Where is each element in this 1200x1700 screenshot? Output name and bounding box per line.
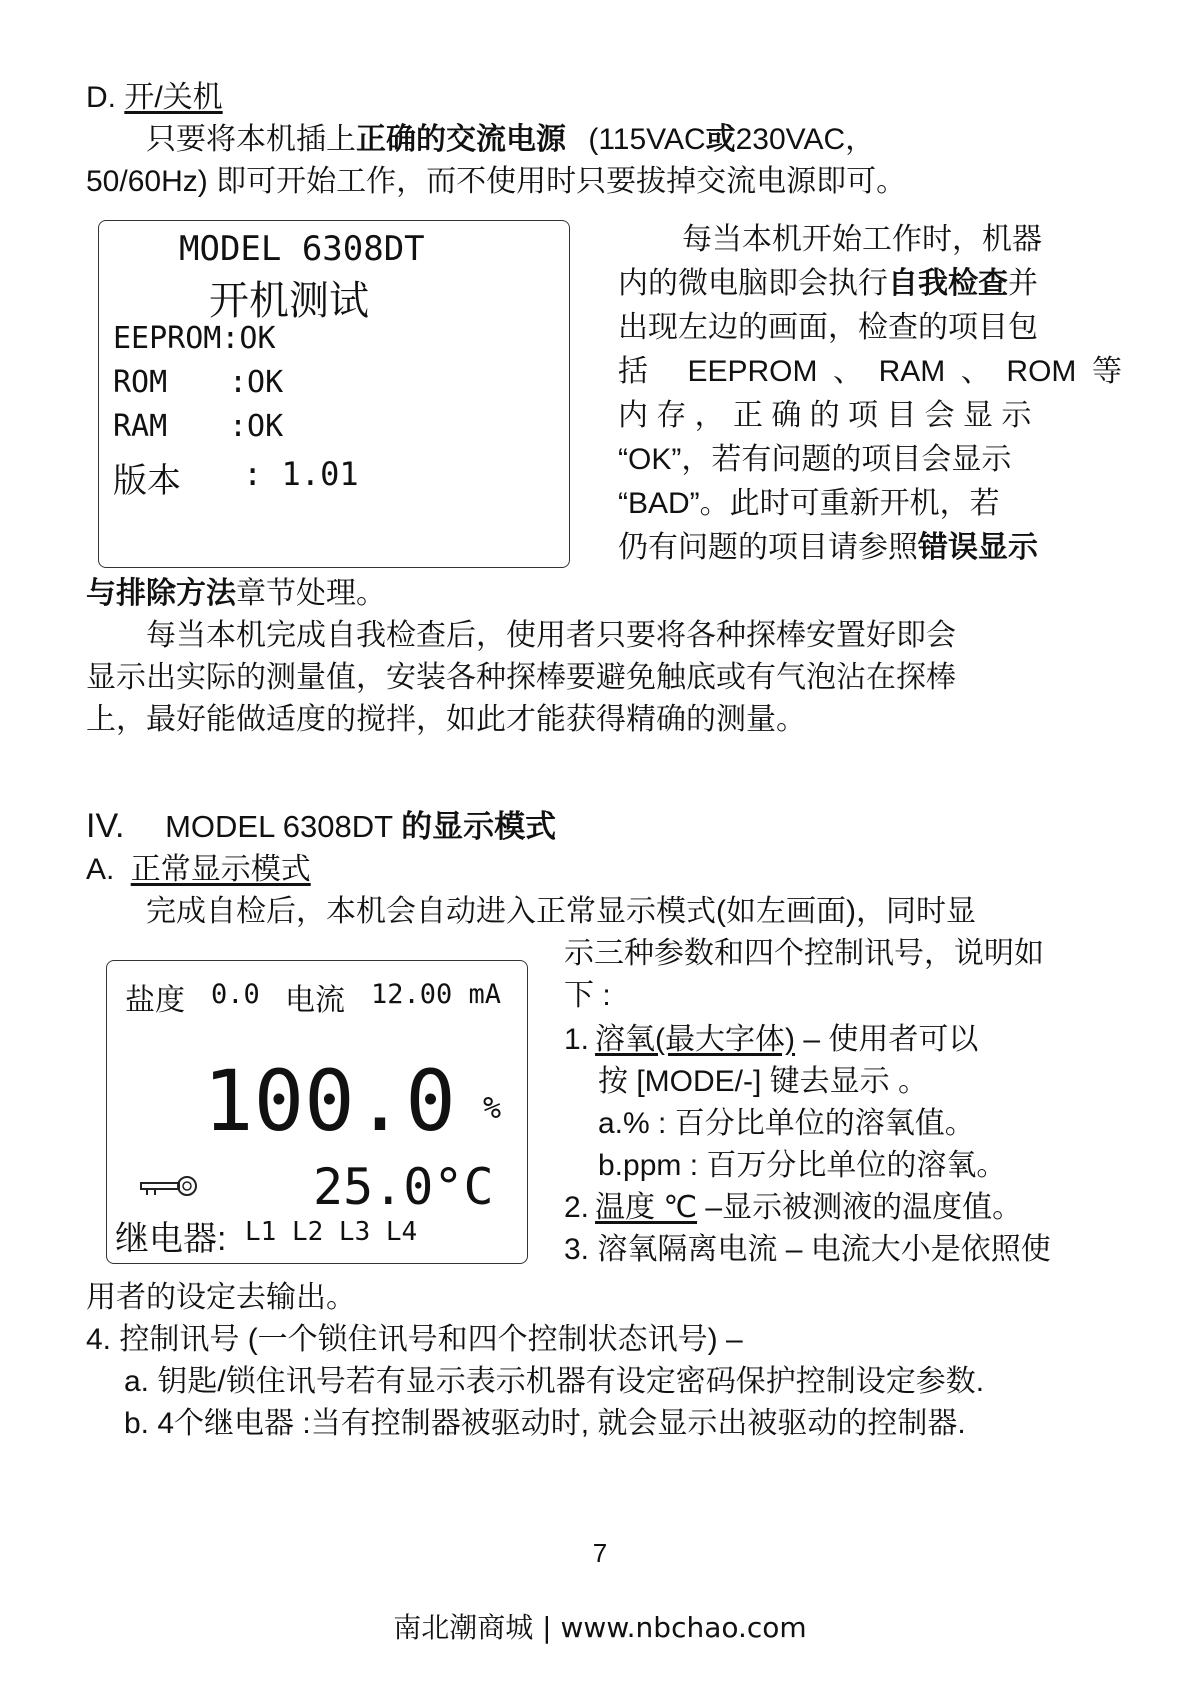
lcd2-relay-label: 继电器: xyxy=(115,1220,227,1258)
section-iv-number: IV. xyxy=(86,807,125,845)
desc-line-2 xyxy=(618,262,1122,306)
bold-error-2: 与排除方法 xyxy=(86,577,236,610)
list-item-1 xyxy=(564,1018,978,1062)
lcd2-temperature: 25.0°C xyxy=(313,1158,494,1216)
page-number: 7 xyxy=(592,1538,608,1568)
desc-line-2-tail: 并 xyxy=(1008,267,1038,300)
lcd-selftest-screen xyxy=(98,220,570,568)
item1-rest: – 使用者可以 xyxy=(795,1023,979,1056)
section-iv-title-model: MODEL 6308DT xyxy=(165,809,393,844)
lcd2-main-value: 100.0 xyxy=(203,1052,456,1150)
desc-line-6: “OK”，若有问题的项目会显示 xyxy=(618,443,1012,476)
section-a-line3: 下 : xyxy=(564,979,611,1012)
lcd1-version-label: 版本 xyxy=(113,462,181,500)
desc-line-5: 内 存 ， 正 确 的 项 目 会 显 示 xyxy=(618,399,1032,432)
desc-line-1: 每当本机开始工作时，机器 xyxy=(682,223,1042,256)
section-a-title: 正常显示模式 xyxy=(130,853,311,886)
section-d-heading xyxy=(86,76,223,120)
footer-site: 南北潮商城 | www.nbchao.com xyxy=(393,1611,807,1644)
lcd1-rom-value: :OK xyxy=(229,365,284,400)
lcd1-title: 开机测试 xyxy=(209,279,369,323)
lcd2-current-value: 12.00 mA xyxy=(371,979,502,1010)
bold-error: 错误显示 xyxy=(918,531,1038,564)
error-ref-line xyxy=(86,572,386,616)
list-item-2 xyxy=(564,1186,1022,1230)
p1-text-a: 只要将本机插上 xyxy=(146,123,356,156)
desc-line-7: “BAD”。此时可重新开机，若 xyxy=(618,487,1000,520)
section-a-line1: 完成自检后，本机会自动进入正常显示模式(如左画面)，同时显 xyxy=(146,895,976,928)
item2-number: 2. xyxy=(564,1191,590,1224)
p3-line1: 每当本机完成自我检查后，使用者只要将各种探棒安置好即会 xyxy=(146,619,956,652)
list-item-3: 3. 溶氧隔离电流 – 电流大小是依照使 xyxy=(564,1233,1051,1266)
section-iv-heading xyxy=(86,804,556,849)
lcd2-main-unit: % xyxy=(483,1091,502,1126)
selftest-desc xyxy=(618,218,1122,570)
lcd1-ram-label: RAM xyxy=(113,409,168,444)
section-a-line2: 示三种参数和四个控制讯号，说明如 xyxy=(564,937,1044,970)
section-a-prefix: A. xyxy=(86,853,115,886)
item3-line2: 用者的设定去输出。 xyxy=(86,1281,356,1314)
p1-bold-or: 或 xyxy=(705,123,736,156)
lcd2-current-label: 电流 xyxy=(285,984,345,1017)
list-item-4: 4. 控制讯号 (一个锁住讯号和四个控制状态讯号) – xyxy=(86,1323,743,1356)
p1-bold-power: 正确的交流电源 xyxy=(356,123,566,156)
bold-selfcheck: 自我检查 xyxy=(888,267,1008,300)
desc-line-4: 括 EEPROM、RAM、ROM等 xyxy=(618,355,1122,388)
power-paragraph-line2: 50/60Hz) 即可开始工作，而不使用时只要拔掉交流电源即可。 xyxy=(86,165,907,198)
lcd1-rom-label: ROM xyxy=(113,365,168,400)
section-a-heading xyxy=(86,848,311,892)
error-ref-tail: 章节处理。 xyxy=(236,577,386,610)
lcd1-ram-value: :OK xyxy=(229,409,284,444)
power-paragraph-line1 xyxy=(146,118,875,162)
item1-title: 溶氧(最大字体) xyxy=(595,1023,796,1056)
item1-line2: 按 [MODE/-] 键去显示 。 xyxy=(598,1065,928,1098)
p1-text-e: 230VAC， xyxy=(735,123,876,156)
lcd2-relays: L1 L2 L3 L4 xyxy=(245,1217,418,1247)
item1-sub-a: a.% : 百分比单位的溶氧值。 xyxy=(598,1107,975,1140)
lcd1-model: MODEL 6308DT xyxy=(179,229,425,269)
section-d-title: 开/关机 xyxy=(124,81,223,114)
desc-line-2-text: 内的微电脑即会执行 xyxy=(618,267,888,300)
lcd2-salt-value: 0.0 xyxy=(211,979,260,1010)
item1-number: 1. xyxy=(564,1023,590,1056)
item2-rest: –显示被测液的温度值。 xyxy=(697,1191,1023,1224)
p3-line2: 显示出实际的测量值，安装各种探棒要避免触底或有气泡沾在探棒 xyxy=(86,661,956,694)
item4-sub-b: b. 4个继电器 :当有控制器被驱动时, 就会显示出被驱动的控制器. xyxy=(124,1407,966,1440)
item2-title: 温度 ℃ xyxy=(595,1191,698,1224)
p1-text-c: (115VAC xyxy=(588,123,706,156)
lcd1-eeprom: EEPROM:OK xyxy=(113,321,276,356)
lcd2-salt-label: 盐度 xyxy=(125,984,185,1017)
key-icon xyxy=(137,1173,201,1204)
section-iv-title-bold: 的显示模式 xyxy=(401,809,557,844)
desc-line-8 xyxy=(618,526,1122,570)
lcd-normal-display xyxy=(106,960,528,1264)
p3-line3: 上，最好能做适度的搅拌，如此才能获得精确的测量。 xyxy=(86,703,806,736)
lcd1-version-value: : 1.01 xyxy=(243,455,359,493)
section-d-prefix: D. xyxy=(86,81,116,114)
item1-sub-b: b.ppm : 百万分比单位的溶氧。 xyxy=(598,1149,1007,1182)
desc-line-3: 出现左边的画面，检查的项目包 xyxy=(618,311,1038,344)
item4-sub-a: a. 钥匙/锁住讯号若有显示表示机器有设定密码保护控制设定参数. xyxy=(124,1365,985,1398)
desc-line-8-text: 仍有问题的项目请参照 xyxy=(618,531,918,564)
